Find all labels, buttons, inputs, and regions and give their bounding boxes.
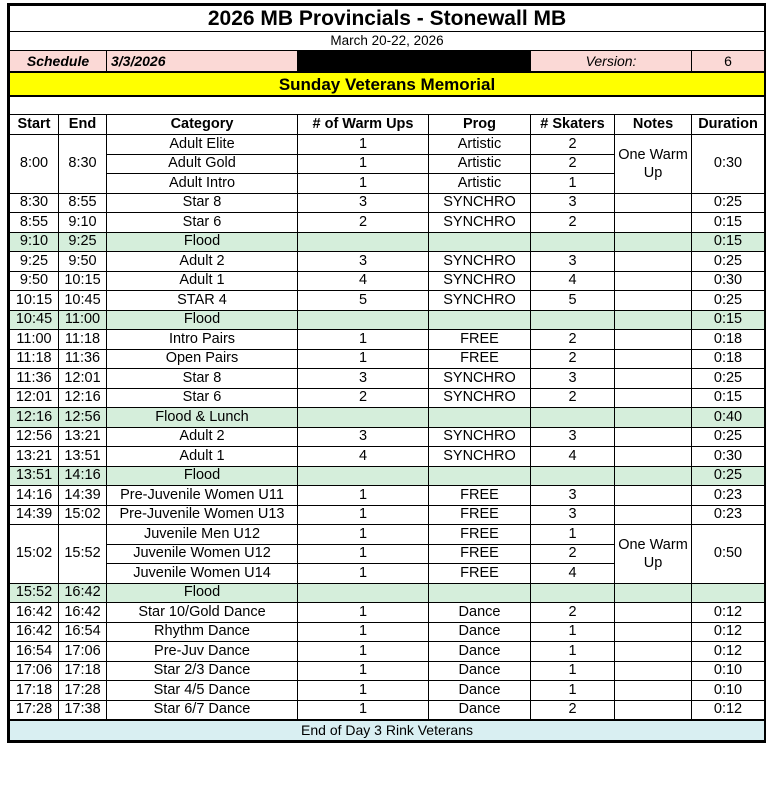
schedule-row xyxy=(10,642,765,662)
warmups-count: 1 xyxy=(298,505,429,525)
version-label: Version: xyxy=(531,51,692,73)
skaters-count: 4 xyxy=(531,271,615,291)
category: Flood & Lunch xyxy=(107,408,298,428)
end-time: 8:55 xyxy=(59,193,107,213)
skaters-count: 1 xyxy=(531,622,615,642)
notes xyxy=(615,252,692,272)
program: FREE xyxy=(429,349,531,369)
category: Open Pairs xyxy=(107,349,298,369)
end-time: 12:56 xyxy=(59,408,107,428)
schedule-row xyxy=(10,505,765,525)
skaters-count: 2 xyxy=(531,700,615,720)
category: Pre-Juvenile Women U11 xyxy=(107,486,298,506)
end-time: 9:50 xyxy=(59,252,107,272)
program: Dance xyxy=(429,622,531,642)
program: SYNCHRO xyxy=(429,388,531,408)
program: FREE xyxy=(429,525,531,545)
start-time: 11:00 xyxy=(10,330,59,350)
skaters-count: 1 xyxy=(531,525,615,545)
duration: 0:30 xyxy=(692,135,765,194)
start-time: 9:25 xyxy=(10,252,59,272)
start-time: 8:30 xyxy=(10,193,59,213)
schedule-row xyxy=(10,447,765,467)
program: SYNCHRO xyxy=(429,447,531,467)
warmups-count: 1 xyxy=(298,349,429,369)
skaters-count: 2 xyxy=(531,330,615,350)
start-time: 16:42 xyxy=(10,622,59,642)
skaters-count: 3 xyxy=(531,486,615,506)
flood-row xyxy=(10,583,765,603)
duration: 0:10 xyxy=(692,661,765,681)
skaters-count: 5 xyxy=(531,291,615,311)
duration: 0:25 xyxy=(692,466,765,486)
schedule-sheet xyxy=(7,3,766,743)
category: Flood xyxy=(107,232,298,252)
warmups-count: 3 xyxy=(298,193,429,213)
schedule-date: 3/3/2026 xyxy=(107,51,298,73)
category: Star 2/3 Dance xyxy=(107,661,298,681)
schedule-info-row xyxy=(10,51,765,73)
start-time: 17:28 xyxy=(10,700,59,720)
category: Star 10/Gold Dance xyxy=(107,603,298,623)
warmups-count xyxy=(298,408,429,428)
program: SYNCHRO xyxy=(429,213,531,233)
skaters-count xyxy=(531,583,615,603)
warmups-count: 1 xyxy=(298,154,429,174)
start-time: 17:06 xyxy=(10,661,59,681)
notes xyxy=(615,291,692,311)
category: Star 6 xyxy=(107,213,298,233)
program: SYNCHRO xyxy=(429,252,531,272)
warmups-count: 1 xyxy=(298,330,429,350)
end-time: 13:21 xyxy=(59,427,107,447)
notes xyxy=(615,505,692,525)
end-time: 11:18 xyxy=(59,330,107,350)
duration: 0:30 xyxy=(692,271,765,291)
event-dates: March 20-22, 2026 xyxy=(10,32,765,51)
end-time: 16:54 xyxy=(59,622,107,642)
program: Artistic xyxy=(429,174,531,194)
start-time: 11:18 xyxy=(10,349,59,369)
category: Rhythm Dance xyxy=(107,622,298,642)
category: Star 8 xyxy=(107,193,298,213)
warmups-count: 1 xyxy=(298,642,429,662)
col-header-end: End xyxy=(59,115,107,135)
duration: 0:25 xyxy=(692,252,765,272)
skaters-count xyxy=(531,310,615,330)
duration: 0:18 xyxy=(692,330,765,350)
category: Star 8 xyxy=(107,369,298,389)
skaters-count: 3 xyxy=(531,427,615,447)
notes xyxy=(615,603,692,623)
warmups-count xyxy=(298,232,429,252)
end-time: 11:00 xyxy=(59,310,107,330)
flood-row xyxy=(10,408,765,428)
notes xyxy=(615,369,692,389)
end-time: 16:42 xyxy=(59,603,107,623)
skaters-count: 2 xyxy=(531,544,615,564)
program: Dance xyxy=(429,603,531,623)
page-title: 2026 MB Provincials - Stonewall MB xyxy=(10,6,765,32)
warmups-count: 2 xyxy=(298,213,429,233)
start-time: 15:52 xyxy=(10,583,59,603)
notes xyxy=(615,330,692,350)
start-time: 10:15 xyxy=(10,291,59,311)
schedule-row xyxy=(10,330,765,350)
schedule-row xyxy=(10,700,765,720)
duration: 0:25 xyxy=(692,369,765,389)
start-time: 13:51 xyxy=(10,466,59,486)
category: Juvenile Men U12 xyxy=(107,525,298,545)
col-header-warmups: # of Warm Ups xyxy=(298,115,429,135)
col-header-skaters: # Skaters xyxy=(531,115,615,135)
schedule-row xyxy=(10,603,765,623)
schedule-row xyxy=(10,622,765,642)
duration: 0:15 xyxy=(692,232,765,252)
warmups-count: 1 xyxy=(298,661,429,681)
warmups-count xyxy=(298,583,429,603)
category: Pre-Juv Dance xyxy=(107,642,298,662)
duration: 0:18 xyxy=(692,349,765,369)
program: SYNCHRO xyxy=(429,369,531,389)
notes: One Warm Up xyxy=(615,525,692,584)
program xyxy=(429,232,531,252)
notes xyxy=(615,642,692,662)
blank-row xyxy=(10,96,765,115)
program: FREE xyxy=(429,544,531,564)
notes xyxy=(615,486,692,506)
warmups-count: 1 xyxy=(298,544,429,564)
warmups-count: 1 xyxy=(298,622,429,642)
skaters-count: 4 xyxy=(531,447,615,467)
schedule-row xyxy=(10,661,765,681)
program: Dance xyxy=(429,700,531,720)
start-time: 9:50 xyxy=(10,271,59,291)
category: Star 6 xyxy=(107,388,298,408)
warmups-count xyxy=(298,466,429,486)
end-time: 9:25 xyxy=(59,232,107,252)
notes xyxy=(615,466,692,486)
category: Star 4/5 Dance xyxy=(107,681,298,701)
category: Pre-Juvenile Women U13 xyxy=(107,505,298,525)
notes xyxy=(615,447,692,467)
schedule-row xyxy=(10,349,765,369)
end-time: 15:02 xyxy=(59,505,107,525)
end-time: 17:18 xyxy=(59,661,107,681)
end-time: 10:15 xyxy=(59,271,107,291)
day-banner: Sunday Veterans Memorial xyxy=(10,72,765,96)
program: FREE xyxy=(429,330,531,350)
skaters-count: 2 xyxy=(531,213,615,233)
warmups-count: 1 xyxy=(298,681,429,701)
notes xyxy=(615,700,692,720)
start-time: 9:10 xyxy=(10,232,59,252)
schedule-row xyxy=(10,213,765,233)
start-time: 11:36 xyxy=(10,369,59,389)
skaters-count xyxy=(531,232,615,252)
category: Star 6/7 Dance xyxy=(107,700,298,720)
warmups-count: 1 xyxy=(298,486,429,506)
skaters-count: 2 xyxy=(531,388,615,408)
warmups-count: 1 xyxy=(298,603,429,623)
warmups-count: 1 xyxy=(298,174,429,194)
redacted-cell xyxy=(298,51,531,73)
program: Dance xyxy=(429,681,531,701)
end-time: 12:16 xyxy=(59,388,107,408)
warmups-count: 5 xyxy=(298,291,429,311)
schedule-row xyxy=(10,388,765,408)
col-header-category: Category xyxy=(107,115,298,135)
end-time: 17:38 xyxy=(59,700,107,720)
duration: 0:12 xyxy=(692,700,765,720)
skaters-count: 3 xyxy=(531,369,615,389)
category: Adult Gold xyxy=(107,154,298,174)
col-header-start: Start xyxy=(10,115,59,135)
skaters-count xyxy=(531,466,615,486)
program xyxy=(429,408,531,428)
category: Juvenile Women U14 xyxy=(107,564,298,584)
warmups-count: 3 xyxy=(298,369,429,389)
duration: 0:10 xyxy=(692,681,765,701)
program: SYNCHRO xyxy=(429,271,531,291)
notes xyxy=(615,427,692,447)
program xyxy=(429,310,531,330)
end-time: 17:28 xyxy=(59,681,107,701)
start-time: 10:45 xyxy=(10,310,59,330)
duration: 0:12 xyxy=(692,603,765,623)
skaters-count: 3 xyxy=(531,193,615,213)
start-time: 14:39 xyxy=(10,505,59,525)
program: Artistic xyxy=(429,154,531,174)
skaters-count: 3 xyxy=(531,505,615,525)
skaters-count: 2 xyxy=(531,603,615,623)
end-time: 8:30 xyxy=(59,135,107,194)
warmups-count: 1 xyxy=(298,564,429,584)
program: Artistic xyxy=(429,135,531,155)
version-value: 6 xyxy=(692,51,765,73)
schedule-row xyxy=(10,525,765,545)
duration: 0:50 xyxy=(692,525,765,584)
start-time: 8:00 xyxy=(10,135,59,194)
schedule-row xyxy=(10,252,765,272)
program xyxy=(429,583,531,603)
notes xyxy=(615,388,692,408)
start-time: 13:21 xyxy=(10,447,59,467)
duration: 0:23 xyxy=(692,486,765,506)
start-time: 8:55 xyxy=(10,213,59,233)
category: Adult Elite xyxy=(107,135,298,155)
category: Adult 2 xyxy=(107,252,298,272)
notes xyxy=(615,271,692,291)
notes xyxy=(615,232,692,252)
schedule-row xyxy=(10,271,765,291)
duration: 0:15 xyxy=(692,213,765,233)
schedule-row xyxy=(10,486,765,506)
notes xyxy=(615,349,692,369)
schedule-label: Schedule xyxy=(10,51,107,73)
duration: 0:12 xyxy=(692,642,765,662)
skaters-count: 1 xyxy=(531,174,615,194)
flood-row xyxy=(10,232,765,252)
category: STAR 4 xyxy=(107,291,298,311)
start-time: 12:56 xyxy=(10,427,59,447)
end-time: 13:51 xyxy=(59,447,107,467)
end-time: 10:45 xyxy=(59,291,107,311)
end-time: 11:36 xyxy=(59,349,107,369)
duration: 0:15 xyxy=(692,310,765,330)
warmups-count: 1 xyxy=(298,135,429,155)
duration: 0:25 xyxy=(692,427,765,447)
skaters-count: 2 xyxy=(531,135,615,155)
start-time: 12:01 xyxy=(10,388,59,408)
skaters-count: 3 xyxy=(531,252,615,272)
warmups-count: 1 xyxy=(298,525,429,545)
duration: 0:25 xyxy=(692,193,765,213)
schedule-row xyxy=(10,427,765,447)
notes xyxy=(615,622,692,642)
program: Dance xyxy=(429,642,531,662)
col-header-notes: Notes xyxy=(615,115,692,135)
skaters-count: 2 xyxy=(531,349,615,369)
flood-row xyxy=(10,310,765,330)
category: Intro Pairs xyxy=(107,330,298,350)
category: Adult 1 xyxy=(107,271,298,291)
skaters-count: 1 xyxy=(531,661,615,681)
end-of-day-footer: End of Day 3 Rink Veterans xyxy=(10,720,765,741)
skaters-count: 2 xyxy=(531,154,615,174)
end-time: 9:10 xyxy=(59,213,107,233)
skaters-count: 1 xyxy=(531,642,615,662)
skaters-count xyxy=(531,408,615,428)
category: Flood xyxy=(107,310,298,330)
duration: 0:30 xyxy=(692,447,765,467)
category: Flood xyxy=(107,466,298,486)
category: Flood xyxy=(107,583,298,603)
column-headers xyxy=(10,115,765,135)
schedule-table xyxy=(9,5,765,741)
skaters-count: 4 xyxy=(531,564,615,584)
program: Dance xyxy=(429,661,531,681)
notes xyxy=(615,681,692,701)
start-time: 15:02 xyxy=(10,525,59,584)
end-time: 14:16 xyxy=(59,466,107,486)
end-time: 12:01 xyxy=(59,369,107,389)
program xyxy=(429,466,531,486)
end-time: 14:39 xyxy=(59,486,107,506)
program: FREE xyxy=(429,505,531,525)
duration xyxy=(692,583,765,603)
notes xyxy=(615,583,692,603)
end-time: 17:06 xyxy=(59,642,107,662)
flood-row xyxy=(10,466,765,486)
schedule-row xyxy=(10,681,765,701)
start-time: 16:54 xyxy=(10,642,59,662)
notes xyxy=(615,661,692,681)
notes xyxy=(615,213,692,233)
start-time: 17:18 xyxy=(10,681,59,701)
warmups-count: 4 xyxy=(298,447,429,467)
col-header-duration: Duration xyxy=(692,115,765,135)
col-header-prog: Prog xyxy=(429,115,531,135)
duration: 0:12 xyxy=(692,622,765,642)
program: SYNCHRO xyxy=(429,193,531,213)
notes: One Warm Up xyxy=(615,135,692,194)
program: SYNCHRO xyxy=(429,291,531,311)
start-time: 16:42 xyxy=(10,603,59,623)
start-time: 14:16 xyxy=(10,486,59,506)
duration: 0:15 xyxy=(692,388,765,408)
warmups-count: 3 xyxy=(298,252,429,272)
notes xyxy=(615,193,692,213)
start-time: 12:16 xyxy=(10,408,59,428)
schedule-row xyxy=(10,291,765,311)
schedule-row xyxy=(10,193,765,213)
program: FREE xyxy=(429,486,531,506)
category: Juvenile Women U12 xyxy=(107,544,298,564)
schedule-row xyxy=(10,369,765,389)
program: SYNCHRO xyxy=(429,427,531,447)
warmups-count: 4 xyxy=(298,271,429,291)
notes xyxy=(615,408,692,428)
category: Adult Intro xyxy=(107,174,298,194)
duration: 0:40 xyxy=(692,408,765,428)
warmups-count: 2 xyxy=(298,388,429,408)
schedule-row xyxy=(10,135,765,155)
skaters-count: 1 xyxy=(531,681,615,701)
end-time: 15:52 xyxy=(59,525,107,584)
category: Adult 2 xyxy=(107,427,298,447)
warmups-count: 1 xyxy=(298,700,429,720)
duration: 0:25 xyxy=(692,291,765,311)
notes xyxy=(615,310,692,330)
category: Adult 1 xyxy=(107,447,298,467)
program: FREE xyxy=(429,564,531,584)
duration: 0:23 xyxy=(692,505,765,525)
warmups-count: 3 xyxy=(298,427,429,447)
warmups-count xyxy=(298,310,429,330)
end-time: 16:42 xyxy=(59,583,107,603)
